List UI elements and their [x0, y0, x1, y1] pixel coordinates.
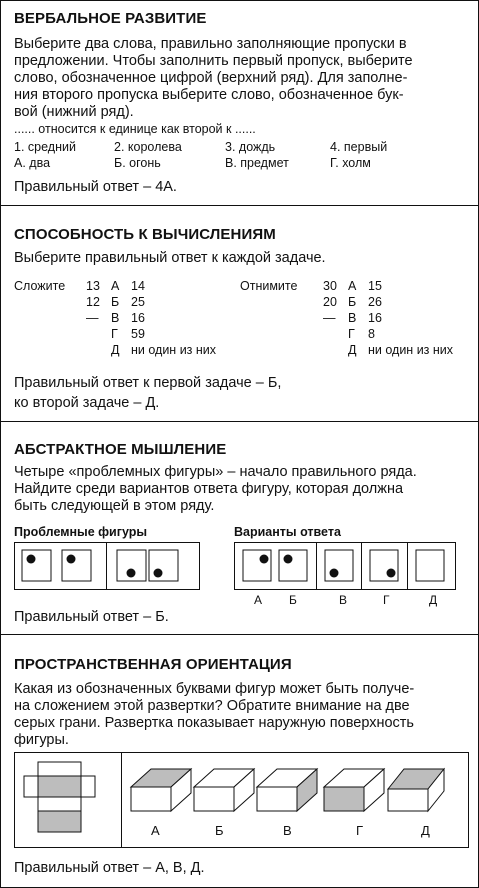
- abstract-instruction-line: быть следующей в этом ряду.: [14, 498, 215, 514]
- spatial-instruction-line: на сложением этой развертки? Обратите внимание на две: [14, 698, 410, 714]
- abstract-instruction-line: Четыре «проблемных фигуры» – начало правильного ряда.: [14, 464, 417, 480]
- calc-task2-value: 26: [368, 295, 382, 309]
- calc-task1-letter: Д: [111, 343, 120, 357]
- calc-task1-letter: А: [111, 279, 120, 293]
- verbal-instruction-line: предложении. Чтобы заполнить первый пропуск, выберите: [14, 53, 413, 69]
- calc-task2-value: 8: [368, 327, 375, 341]
- box-letter: Д: [421, 823, 430, 838]
- section-divider: [0, 421, 479, 422]
- calc-task2-value: ни один из них: [368, 343, 454, 357]
- verbal-option-top: 4. первый: [330, 140, 388, 154]
- verbal-option-top: 2. королева: [114, 140, 182, 154]
- calc-instruction: Выберите правильный ответ к каждой задаче.: [14, 250, 326, 266]
- answer-letter: Г: [383, 593, 390, 607]
- problem-figure-3: [117, 550, 146, 581]
- spatial-instruction-line: Какая из обозначенных буквами фигур может быть получе-: [14, 681, 415, 697]
- calc-task2-letter: В: [348, 311, 357, 325]
- calc-task1-letter: Б: [111, 295, 120, 309]
- answer-options-label: Варианты ответа: [234, 525, 341, 539]
- abstract-title: АБСТРАКТНОЕ МЫШЛЕНИЕ: [14, 441, 227, 458]
- calc-task2-operand: 20: [323, 295, 337, 309]
- calc-task1-operand: 12: [86, 295, 100, 309]
- calc-task2-letter: Г: [348, 327, 355, 341]
- verbal-option-bottom: А. два: [14, 156, 51, 170]
- box-option-a: [131, 769, 191, 811]
- box-letter: Б: [215, 823, 224, 838]
- calc-task1-value: 14: [131, 279, 145, 293]
- section-divider: [0, 634, 479, 635]
- spatial-instruction-line: серых грани. Развертка показывает наружную поверхность: [14, 715, 414, 731]
- verbal-instruction-line: слово, обозначенное цифрой (верхний ряд). Для заполне-: [14, 70, 408, 86]
- calc-task1-value: 16: [131, 311, 145, 325]
- verbal-sentence: ...... относится к единице как второй к ......: [14, 122, 256, 136]
- box-option-b: [194, 769, 254, 811]
- verbal-instruction-line: ния второго пропуска выберите слово, обозначенное бук-: [14, 87, 404, 103]
- abstract-answer: Правильный ответ – Б.: [14, 609, 169, 625]
- calc-task2-label: Отнимите: [240, 279, 298, 293]
- verbal-answer: Правильный ответ – 4А.: [14, 179, 177, 195]
- verbal-instruction-line: вой (нижний ряд).: [14, 104, 134, 120]
- calc-task1-value: 59: [131, 327, 145, 341]
- verbal-instruction-line: Выберите два слова, правильно заполняющие пропуски в: [14, 36, 407, 52]
- calc-task2-letter: Б: [348, 295, 357, 309]
- calc-title: СПОСОБНОСТЬ К ВЫЧИСЛЕНИЯМ: [14, 226, 276, 243]
- calc-answer: [14, 373, 281, 413]
- calc-answer-line: Правильный ответ к первой задаче – Б,: [14, 375, 282, 391]
- answer-figure-b: [279, 550, 307, 581]
- calc-task2-operand: 30: [323, 279, 337, 293]
- verbal-option-bottom: В. предмет: [225, 156, 289, 170]
- verbal-option-top: 1. средний: [14, 140, 76, 154]
- problem-figure-2: [62, 550, 91, 581]
- calc-task1-value: 25: [131, 295, 145, 309]
- calc-task2-value: 16: [368, 311, 382, 325]
- answer-figure-g: [370, 550, 398, 581]
- spatial-figures: [14, 752, 469, 848]
- calc-task2-letter: А: [348, 279, 357, 293]
- calc-task1-value: ни один из них: [131, 343, 217, 357]
- problem-figure-1: [22, 550, 51, 581]
- section-divider: [0, 205, 479, 206]
- verbal-option-bottom: Б. огонь: [114, 156, 161, 170]
- verbal-instruction: [14, 36, 469, 121]
- abstract-instruction-line: Найдите среди вариантов ответа фигуру, которая должна: [14, 481, 404, 497]
- calc-task2-value: 15: [368, 279, 382, 293]
- box-option-v: [257, 769, 317, 811]
- verbal-title: ВЕРБАЛЬНОЕ РАЗВИТИЕ: [14, 10, 207, 27]
- verbal-option-top: 3. дождь: [225, 140, 276, 154]
- box-letter: Г: [356, 823, 364, 838]
- box-letter: В: [283, 823, 292, 838]
- calc-task1-operand: 13: [86, 279, 100, 293]
- spatial-answer: Правильный ответ – А, В, Д.: [14, 860, 205, 876]
- calc-task2-letter: Д: [348, 343, 357, 357]
- box-option-d: [388, 769, 444, 811]
- spatial-title: ПРОСТРАНСТВЕННАЯ ОРИЕНТАЦИЯ: [14, 656, 292, 673]
- abstract-instruction: [14, 464, 469, 515]
- answer-figure-v: [325, 550, 353, 581]
- box-letter: А: [151, 823, 160, 838]
- spatial-instruction-line: фигуры.: [14, 732, 69, 748]
- calc-task1-label: Сложите: [14, 279, 66, 293]
- answer-figures: [234, 542, 456, 590]
- problem-figure-4: [149, 550, 178, 581]
- answer-letter: А: [254, 593, 263, 607]
- answer-letter: Б: [289, 593, 297, 607]
- problem-figures: [14, 542, 200, 590]
- calc-task1-operand: —: [86, 311, 99, 325]
- verbal-option-bottom: Г. холм: [330, 156, 371, 170]
- calc-task1-letter: В: [111, 311, 120, 325]
- answer-letter: В: [339, 593, 348, 607]
- problem-figures-label: Проблемные фигуры: [14, 525, 148, 539]
- calc-task2-operand: —: [323, 311, 336, 325]
- calc-answer-line: ко второй задаче – Д.: [14, 395, 160, 411]
- box-option-g: [324, 769, 384, 811]
- answer-figure-a: [243, 550, 271, 581]
- answer-letter: Д: [429, 593, 438, 607]
- answer-figure-d: [416, 550, 444, 581]
- calc-task1-letter: Г: [111, 327, 118, 341]
- cube-net: [24, 762, 95, 832]
- spatial-instruction: [14, 681, 469, 749]
